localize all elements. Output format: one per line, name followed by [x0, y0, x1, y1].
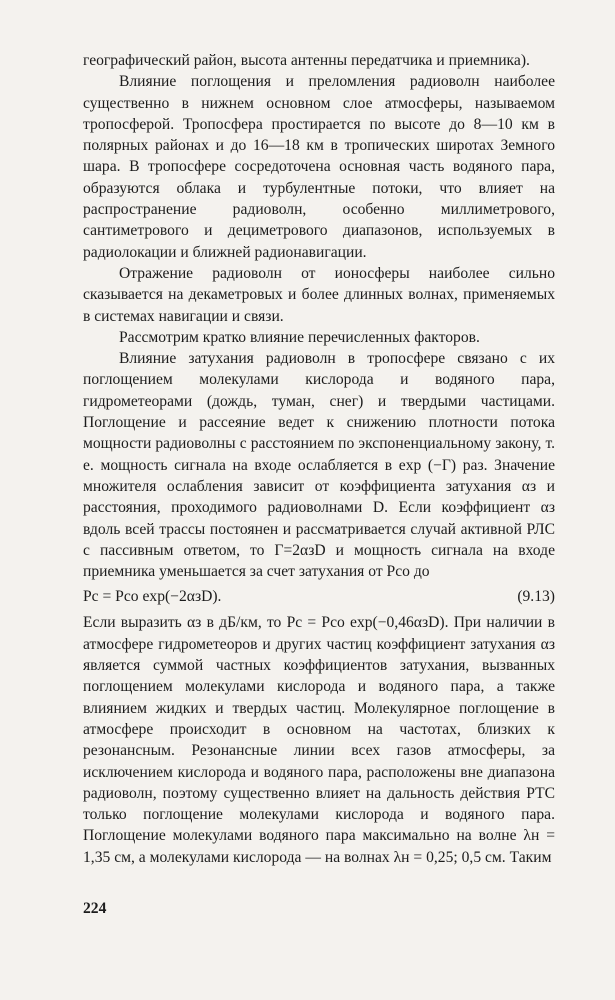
page-number: 224: [83, 900, 107, 917]
page-body: [83, 50, 555, 868]
paragraph-overview: Рассмотрим кратко влияние перечисленных факторов.: [119, 328, 480, 346]
paragraph-attenuation: Влияние затухания радиоволн в тропосфере связано с их поглощением молекулами кислорода и водяного пара, гидрометеорами (дождь, туман, снег) и твердыми частицами. Поглощение и рассеяние ведет к снижению плотности потока мощности радиоволны с расстоянием по экспоненциальному закону, т. е. мощность сигнала на входе ослабляется в exp (−Г) раз. Значение множителя ослабления зависит от коэффициента затухания αз и расстояния, проходимого радиоволнами D. Если коэффициент αз вдоль всей трассы постоянен и рассматривается случай активной РЛС с пассивным ответом, то Г=2αзD и мощность сигнала на входе приемника уменьшается за счет затухания от Pсо до: [83, 350, 555, 581]
paragraph-ionosphere: Отражение радиоволн от ионосферы наиболее сильно сказывается на декаметровых и более длинных волнах, применяемых в системах навигации и связи.: [83, 264, 555, 325]
paragraph-absorption: Если выразить αз в дБ/км, то Pс = Pсо exp(−0,46αзD). При наличии в атмосфере гидрометеоров и других частиц коэффициент затухания αз является суммой частных коэффициентов затухания, вызванных поглощением молекулами кислорода и водяного пара, а также влиянием жидких и твердых частиц. Молекулярное поглощение в атмосфере происходит в основном на частотах, близких к резонансным. Резонансные линии всех газов атмосферы, за исключением кислорода и водяного пара, расположены вне диапазона радиоволн, поэтому существенно влияет на дальность действия РТС только поглощение молекулами кислорода и водяного пара. Поглощение молекулами водяного пара максимально на волне λн = 1,35 см, а молекулами кислорода — на волнах λн = 0,25; 0,5 см. Таким: [83, 614, 555, 866]
equation-text: Pс = Pсо exp(−2αзD).: [83, 588, 222, 606]
paragraph-continuation: географический район, высота антенны передатчика и приемника).: [83, 52, 530, 69]
paragraph-troposphere: Влияние поглощения и преломления радиоволн наиболее существенно в нижнем основном слое атмосферы, называемом тропосферой. Тропосфера простирается по высоте до 8—10 км в полярных районах и до 16—18 км в тропических широтах Земного шара. В тропосфере сосредоточена основная часть водяного пара, образуются облака и турбулентные потоки, что влияет на распространение радиоволн, особенно миллиметрового, сантиметрового и дециметрового диапазонов, используемых в радиолокации и ближней радионавигации.: [83, 73, 555, 261]
equation-number: (9.13): [517, 588, 555, 606]
equation-9-13: [83, 585, 555, 609]
